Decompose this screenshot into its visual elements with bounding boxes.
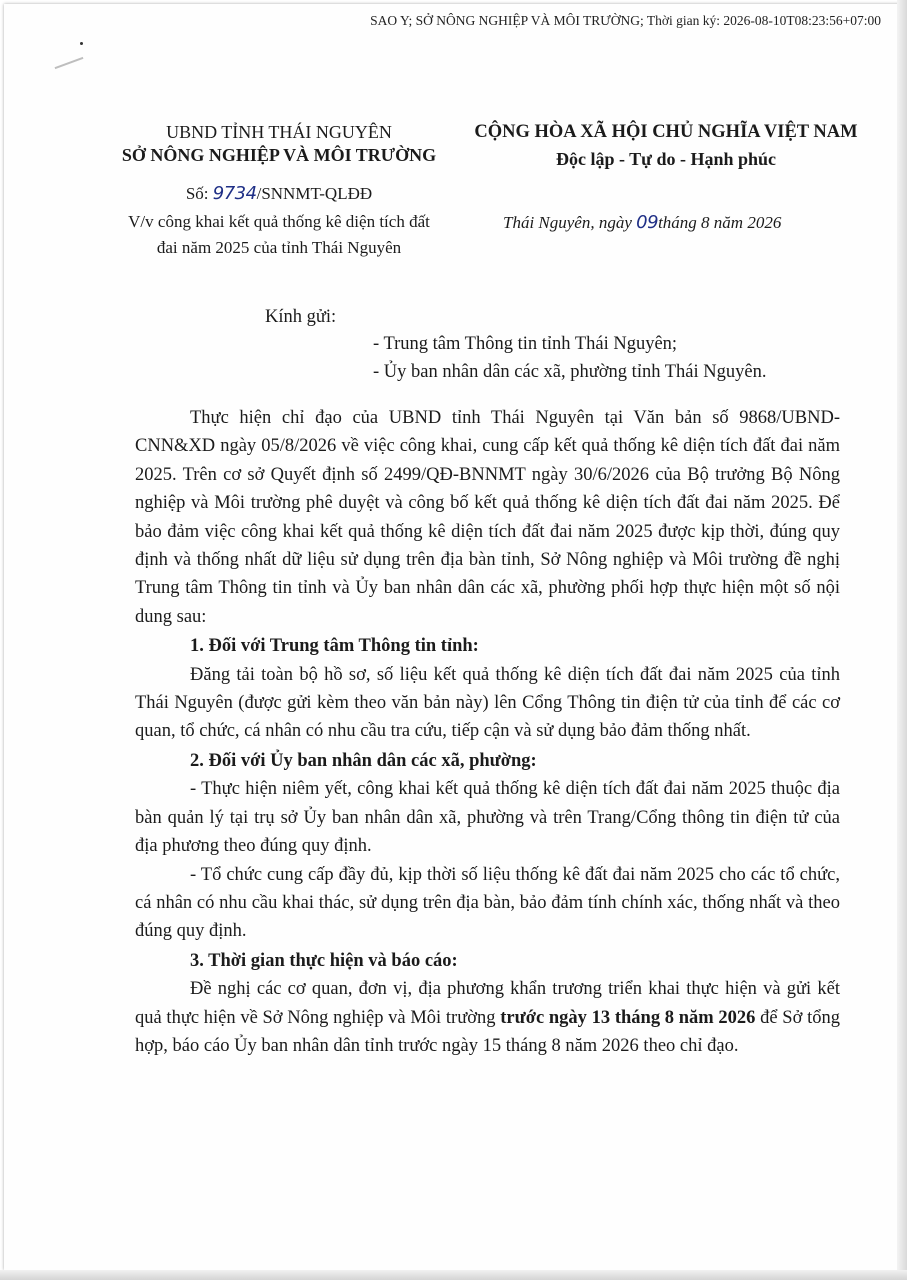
handwritten-day: 09 <box>636 212 659 233</box>
speck-mark <box>80 42 83 45</box>
country-name: CỘNG HÒA XÃ HỘI CHỦ NGHĨA VIỆT NAM <box>474 122 858 142</box>
section-2-heading: 2. Đối với Ủy ban nhân dân các xã, phường: <box>190 750 537 771</box>
handwritten-number: 9734 <box>212 183 257 204</box>
document-subject <box>94 209 464 261</box>
recipient-item: - Ủy ban nhân dân các xã, phường tỉnh Thái Nguyên. <box>373 362 767 382</box>
section-2-item: - Thực hiện niêm yết, công khai kết quả thống kê diện tích đất đai năm 2025 thuộc địa bàn quản lý tại trụ sở Ủy ban nhân dân xã, phường và trên Trang/Cổng thông tin điện tử của địa phương theo đúng quy định. <box>135 779 840 857</box>
page-edge-shadow <box>897 0 907 1280</box>
number-prefix: Số: <box>185 184 213 203</box>
department-name: SỞ NÔNG NGHIỆP VÀ MÔI TRƯỜNG <box>121 145 437 165</box>
document-body <box>135 404 840 1060</box>
section-1-heading: 1. Đối với Trung tâm Thông tin tỉnh: <box>190 636 479 657</box>
parent-agency: UBND TỈNH THÁI NGUYÊN <box>166 122 392 142</box>
scan-smudge <box>55 57 84 69</box>
national-header-block <box>456 119 876 234</box>
section-3-text-a: Đề nghị các cơ quan, đơn vị, địa phương khẩn trương triển khai thực hiện và gửi kết quả thực hiện về Sở Nông nghiệp và Môi trường <box>135 979 840 1028</box>
document-number <box>94 183 464 205</box>
place-and-date <box>456 212 876 234</box>
section-1-paragraph: Đăng tải toàn bộ hồ sơ, số liệu kết quả thống kê diện tích đất đai năm 2025 của tỉnh Thái Nguyên (được gửi kèm theo văn bản này) lên Cổng Thông tin điện tử của tỉnh để các cơ quan, tổ chức, cá nhân có nhu cầu tra cứu, tiếp cận và sử dụng bảo đảm thống nhất. <box>135 664 840 742</box>
subject-line-1: V/v công khai kết quả thống kê diện tích đất <box>128 212 430 231</box>
intro-paragraph: Thực hiện chỉ đạo của UBND tỉnh Thái Nguyên tại Văn bản số 9868/UBND-CNN&XD ngày 05/8/2026 về việc công khai, cung cấp kết quả thống kê diện tích đất đai năm 2025. Trên cơ sở Quyết định số 2499/QĐ-BNNMT ngày 30/6/2026 của Bộ trưởng Bộ Nông nghiệp và Môi trường phê duyệt và công bố kết quả thống kê diện tích đất đai năm 2025. Để bảo đảm việc công khai kết quả thống kê diện tích đất đai năm 2025 được kịp thời, đúng quy định và thống nhất dữ liệu sử dụng trên địa bàn tỉnh, Sở Nông nghiệp và Môi trường đề nghị Trung tâm Thông tin tỉnh và Ủy ban nhân dân các xã, phường phối hợp thực hiện một số nội dung sau: <box>135 408 840 627</box>
document-page <box>4 4 901 1270</box>
deadline-emphasis: trước ngày 13 tháng 8 năm 2026 <box>500 1007 756 1028</box>
number-suffix: /SNNMT-QLĐĐ <box>256 184 373 203</box>
section-3-paragraph <box>135 975 840 1060</box>
recipient-item: - Trung tâm Thông tin tỉnh Thái Nguyên; <box>373 334 678 354</box>
page-bottom-shadow <box>0 1270 907 1280</box>
section-3-heading: 3. Thời gian thực hiện và báo cáo: <box>190 950 458 971</box>
date-suffix: tháng 8 năm 2026 <box>658 213 782 232</box>
section-2-item: - Tổ chức cung cấp đầy đủ, kịp thời số liệu thống kê đất đai năm 2025 cho các tổ chức, cá nhân có nhu cầu khai thác, sử dụng trên địa bàn, bảo đảm tính chính xác, thống nhất và theo đúng quy định. <box>135 864 840 942</box>
date-prefix: Thái Nguyên, ngày <box>503 213 637 232</box>
digital-signature-stamp: SAO Y; SỞ NÔNG NGHIỆP VÀ MÔI TRƯỜNG; Thời gian ký: 2026-08-10T08:23:56+07:00 <box>370 13 881 28</box>
issuing-authority-block <box>94 121 464 261</box>
greeting: Kính gửi: <box>265 307 337 327</box>
subject-line-2: đai năm 2025 của tỉnh Thái Nguyên <box>156 238 402 257</box>
section-3-text-b: để Sở tổng hợp, báo cáo Ủy ban nhân dân tỉnh trước ngày 15 tháng 8 năm 2026 theo chỉ đạo. <box>135 1007 840 1056</box>
national-motto: Độc lập - Tự do - Hạnh phúc <box>555 149 777 169</box>
